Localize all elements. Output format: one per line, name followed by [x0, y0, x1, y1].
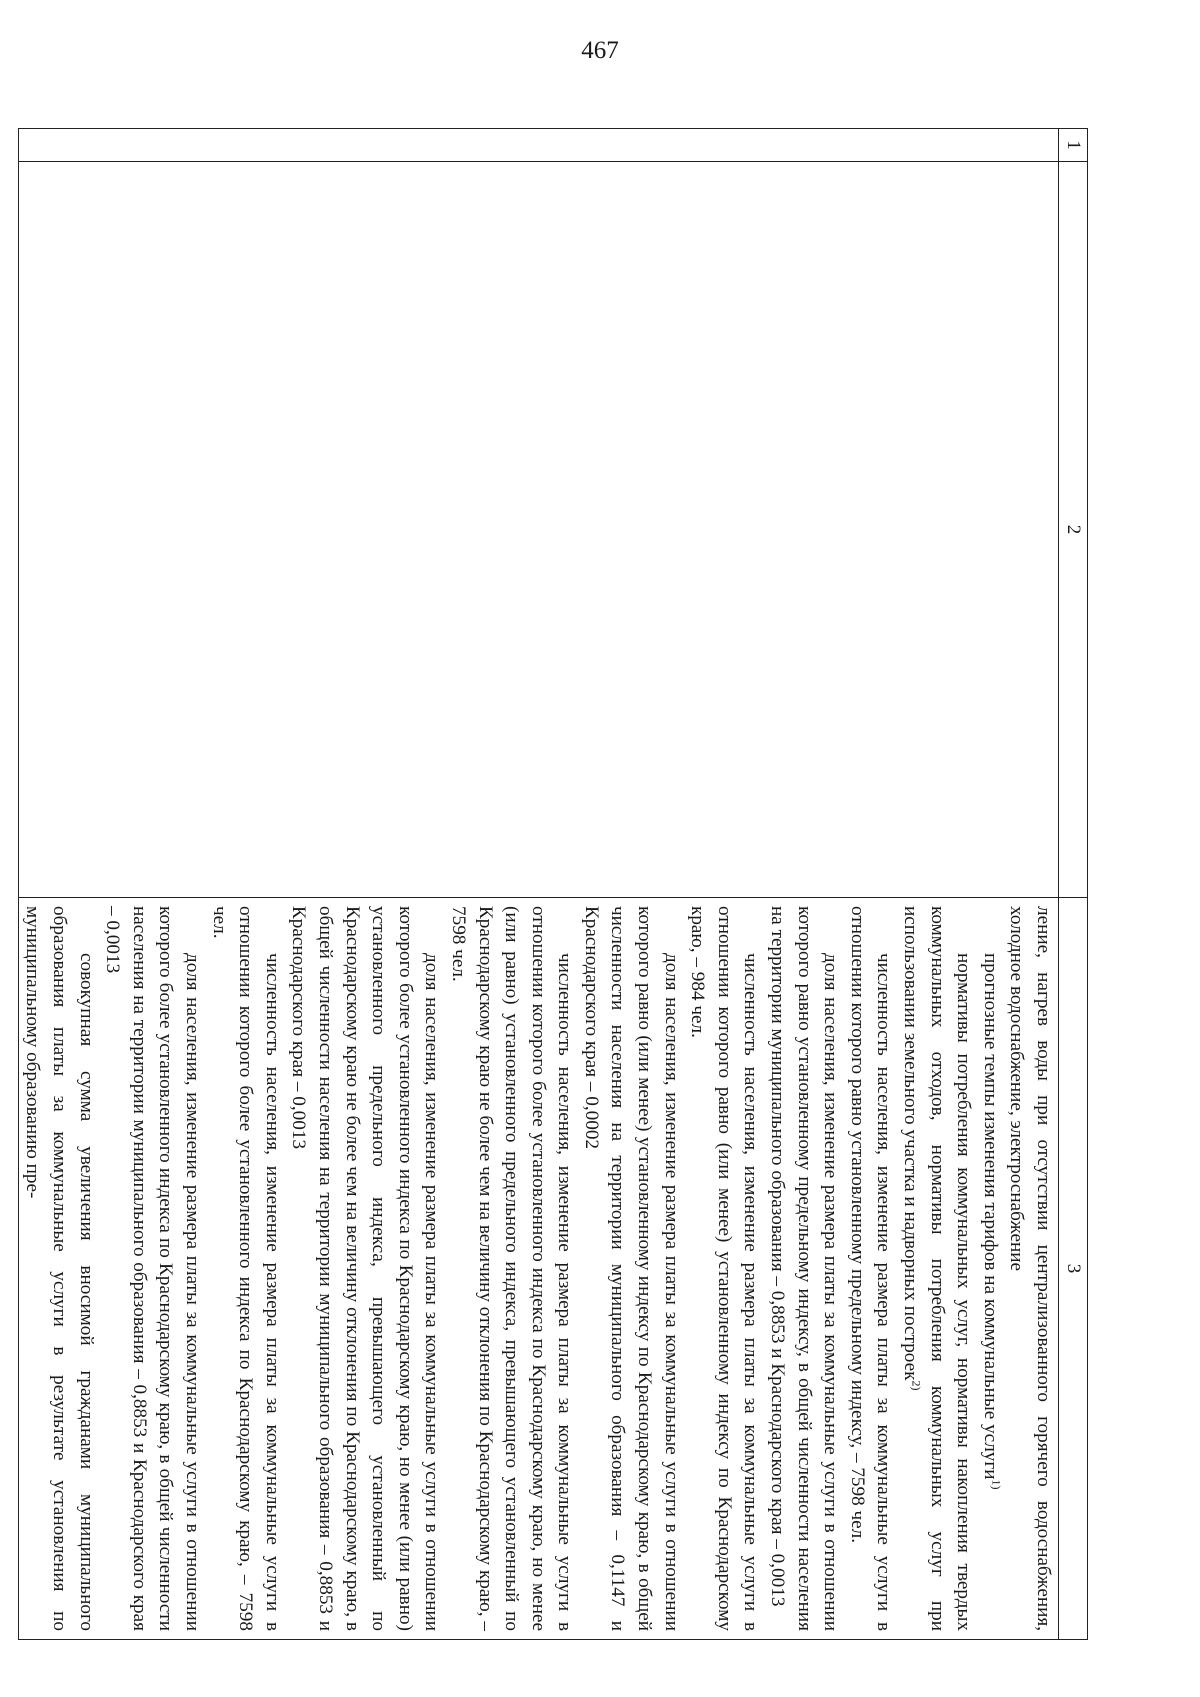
col3-paragraph: [684, 906, 764, 1631]
paragraph-text: доля населения, изменение размера платы за коммунальные услуги в отношении которого более установленного индекса по Краснодарскому краю, но менее (или равно) установленного предельного индекса, превышающего установленный по Краснодарскому краю не более чем на величину отклонения по Краснодарскому краю, в общей численности населения на территории муниципального образования – 0,8853 и Краснодарского края – 0,0013: [288, 906, 443, 1631]
paragraph-text: численность населения, изменение размера платы за коммунальные услуги в отношении которого равно установленному предельному индексу, – 7598 чел.: [846, 906, 895, 1631]
table-header-row: [1059, 129, 1088, 1640]
cell-col-3: [18, 898, 1058, 1640]
data-table: [18, 128, 1088, 1640]
col3-paragraph: [896, 906, 976, 1631]
col3-paragraph: [19, 906, 99, 1631]
paragraph-text: численность населения, изменение размера платы за коммунальные услуги в отношении которого равно (или менее) установленному индексу по Краснодарскому краю, – 984 чел.: [687, 906, 762, 1631]
rotated-table: [22, 128, 1088, 1639]
rotated-table-frame: [22, 128, 1088, 1639]
col3-paragraph: [205, 906, 285, 1631]
page-number: 467: [581, 37, 619, 64]
paragraph-text: численность населения, изменение размера платы за коммунальные услуги в отношении которого более установленного индекса по Краснодарскому краю, – 7598 чел.: [208, 906, 283, 1631]
header-col-3: 3: [1059, 898, 1088, 1640]
paragraph-text: прогнозные темпы изменения тарифов на коммунальные услуги: [979, 953, 1001, 1480]
paragraph-text: ление, нагрев воды при отсутствии централизованного горячего водоснабжения, холодное водоснабжение, электроснабжение: [1006, 906, 1054, 1631]
paragraph-text: доля населения, изменение размера платы за коммунальные услуги в отношении которого более установленного индекса по Краснодарскому краю, в общей численности населения на территории муниципального образования – 0,8853 и Краснодарского края – 0,0013: [102, 906, 203, 1631]
col3-paragraph: [1003, 906, 1056, 1631]
paragraph-text: численность населения, изменение размера платы за коммунальные услуги в отношении которого более установленного индекса по Краснодарскому краю, но менее (или равно) установленного предельного индекса, превышающего установленный по Краснодарскому краю не более чем на величину отклонения по Краснодарскому краю, – 7598 чел.: [447, 906, 576, 1631]
col3-paragraph: [843, 906, 896, 1631]
col3-paragraph: [976, 906, 1003, 1631]
table-row: [18, 129, 1058, 1640]
paragraph-text: совокупная сумма увеличения вносимой гражданами муниципального образования платы за коммунальные услуги в результате установления по муниципальному образованию пре-: [22, 906, 97, 1631]
paragraph-text: доля населения, изменение размера платы за коммунальные услуги в отношении которого равно установленному предельному индексу, в общей численности населения на территории муниципального образования – 0,8853 и Краснодарского края – 0,0013: [767, 906, 842, 1631]
cell-col-1: [18, 129, 1058, 162]
footnote-marker: 1): [989, 1479, 1004, 1490]
cell-col-2: [18, 162, 1058, 898]
header-col-2: 2: [1059, 162, 1088, 898]
header-col-1: 1: [1059, 129, 1088, 162]
col3-paragraph: [577, 906, 683, 1631]
col3-paragraph: [763, 906, 843, 1631]
footnote-marker: 2): [909, 1380, 924, 1391]
col3-paragraph: [99, 906, 205, 1631]
col3-paragraph: [444, 906, 577, 1631]
paragraph-text: доля населения, изменение размера платы за коммунальные услуги в отношении которого равно (или менее) установленному индексу по Краснодарскому краю, в общей численности населения на территории муниципального образования – 0,1147 и Краснодарского края – 0,0002: [580, 906, 682, 1631]
col3-paragraph: [285, 906, 445, 1631]
paragraph-text: нормативы потребления коммунальных услуг, нормативы накопления твердых коммунальных отходов, нормативы потребления коммунальных услуг при использовании земельного участка и надворных построек: [900, 906, 975, 1631]
